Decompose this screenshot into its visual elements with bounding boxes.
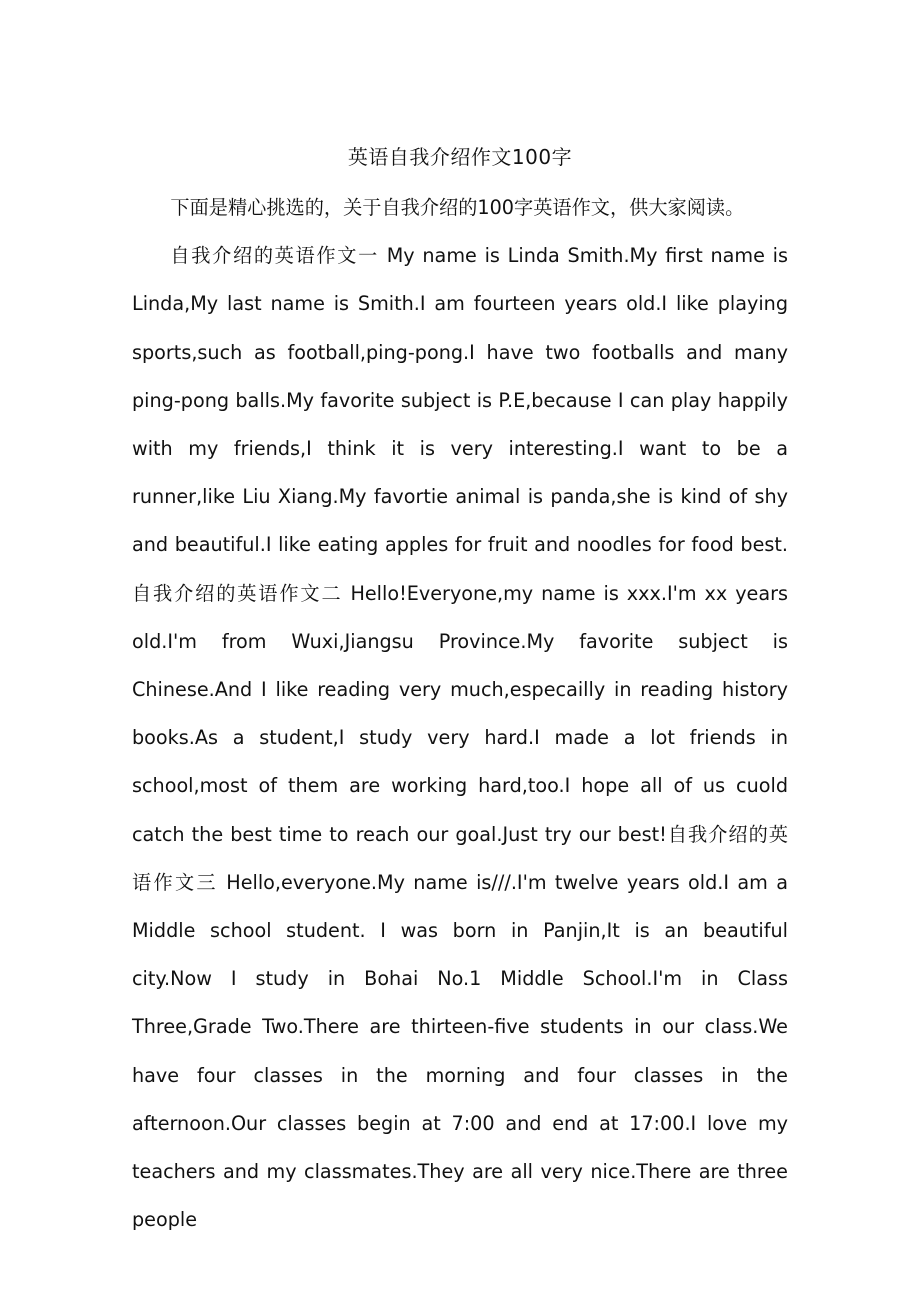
- document-page: [132, 130, 788, 1244]
- body-paragraph: 自我介绍的英语作文一 My name is Linda Smith.My first name is Linda,My last name is Smith.I am fourteen years old.I like playing sports,such as football,ping-pong.I have two footballs and many ping-pong balls.My favorite subject is P.E,because I can play happily with my friends,I think it is very interesting.I want to be a runner,like Liu Xiang.My favortie animal is panda,she is kind of shy and beautiful.I like eating apples for fruit and noodles for food best.自我介绍的英语作文二 Hello!Everyone,my name is xxx.I'm xx years old.I'm from Wuxi,Jiangsu Province.My favorite subject is Chinese.And I like reading very much,especailly in reading history books.As a student,I study very hard.I made a lot friends in school,most of them are working hard,too.I hope all of us cuold catch the best time to reach our goal.Just try our best!自我介绍的英语作文三 Hello,everyone.My name is///.I'm twelve years old.I am a Middle school student. I was born in Panjin,It is an beautiful city.Now I study in Bohai No.1 Middle School.I'm in Class Three,Grade Two.There are thirteen-five students in our class.We have four classes in the morning and four classes in the afternoon.Our classes begin at 7:00 and end at 17:00.I love my teachers and my classmates.They are all very nice.There are three people: [132, 244, 788, 1232]
- document-title: 英语自我介绍作文100字: [347, 145, 573, 169]
- intro-paragraph: 下面是精心挑选的，关于自我介绍的100字英语作文，供大家阅读。: [170, 196, 745, 219]
